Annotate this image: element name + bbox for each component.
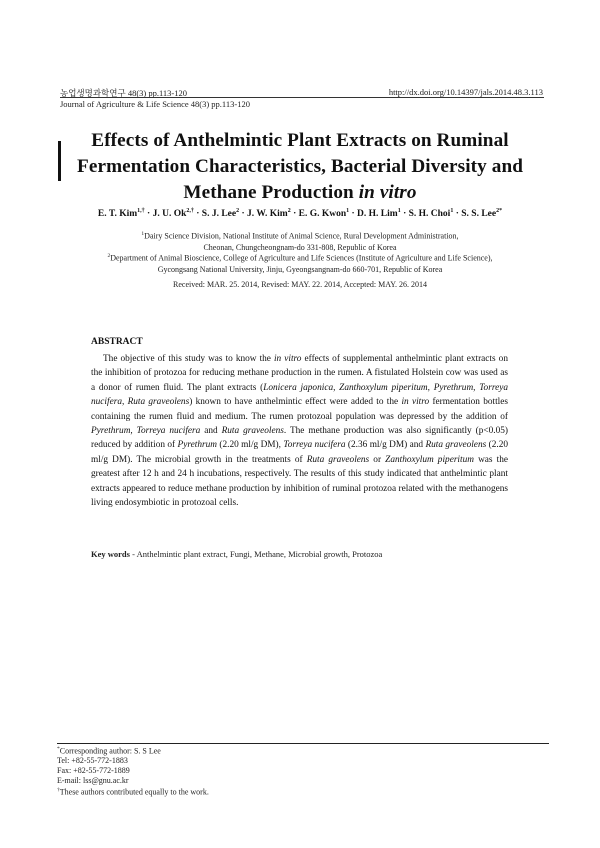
abstract-text: or: [369, 454, 386, 465]
abstract-italic: Lonicera japonica, Zanthoxylum piperitum, Pyrethrum, Torreya nucifera, Ruta graveolens: [91, 382, 508, 408]
author-affiliation-mark: 2,†: [186, 208, 194, 214]
abstract-italic: Torreya nucifera: [283, 440, 346, 451]
affiliation-1-line-2: Cheonan, Chungcheongnam-do 331-808, Republic of Korea: [203, 242, 397, 252]
paper-title: [66, 128, 534, 206]
affiliation-2-line-1: [60, 251, 540, 264]
abstract-body: [91, 352, 508, 510]
author-separator: ·: [453, 209, 462, 220]
affiliation-1: [60, 229, 540, 253]
header-divider: [60, 97, 544, 98]
email[interactable]: E-mail: lss@gnu.ac.kr: [57, 776, 129, 786]
keywords-text: - Anthelmintic plant extract, Fungi, Methane, Microbial growth, Protozoa: [129, 549, 383, 559]
author-affiliation-mark: 2: [236, 208, 240, 214]
title-line-3-italic: in vitro: [358, 182, 417, 203]
affiliation-2-line-2: Gycongsang National University, Jinju, Gyeongsangnam-do 660-701, Republic of Korea: [157, 264, 443, 274]
abstract-text: The objective of this study was to know the: [103, 354, 274, 364]
fax: Fax: +82-55-772-1889: [57, 766, 130, 776]
corresponding-mark: *: [57, 746, 60, 752]
keywords-label: Key words: [91, 549, 130, 559]
abstract-italic: Ruta graveolens: [425, 440, 487, 451]
equal-contribution-note: [57, 786, 209, 797]
author-separator: ·: [290, 209, 299, 220]
title-line-3-main: Methane Production: [183, 182, 359, 203]
title-line-1: Effects of Anthelmintic Plant Extracts on Ruminal: [91, 130, 509, 151]
affiliation-1-line-1: [60, 229, 540, 242]
submission-dates: Received: MAR. 25. 2014, Revised: MAY. 22. 2014, Accepted: MAY. 26. 2014: [173, 280, 427, 289]
author-name: S. S. Lee: [461, 209, 497, 220]
footnote-divider: [57, 743, 549, 744]
corresponding-author-text: Corresponding author: S. S Lee: [59, 746, 161, 756]
abstract-italic: in vitro: [401, 397, 430, 408]
equal-contribution-text: These authors contributed equally to the work.: [59, 787, 209, 797]
abstract-text: (2.36 ml/g DM) and: [345, 440, 426, 451]
abstract-italic: Ruta graveolens: [221, 426, 284, 437]
abstract-text: (2.20 ml/g DM). The microbial growth in the treatments of: [91, 440, 508, 465]
abstract-text: fermentation bottles containing the rumen fluid and medium. The rumen protozoal population was depressed by the addition of: [91, 397, 509, 422]
author-name: S. H. Choi: [408, 209, 451, 220]
title-line-3: [66, 180, 534, 206]
affiliation-1-mark: 1: [141, 231, 145, 237]
abstract-italic: Pyrethrum, Torreya nucifera: [91, 426, 201, 437]
abstract-text: and: [200, 426, 222, 437]
abstract-italic: Pyrethrum: [177, 440, 217, 451]
author-affiliation-mark: 2: [287, 208, 291, 214]
title-side-bar: [58, 141, 61, 181]
author-name: J. W. Kim: [247, 209, 288, 220]
running-header-left: 농업생명과학연구 48(3) pp.113-120: [60, 88, 187, 98]
journal-citation: Journal of Agriculture & Life Science 48(3) pp.113-120: [60, 99, 250, 109]
corresponding-author: [57, 745, 209, 756]
author-affiliation-mark: 1: [450, 208, 454, 214]
author-separator: ·: [400, 209, 409, 220]
doi-link[interactable]: http://dx.doi.org/10.14397/jals.2014.48.3.113: [388, 87, 543, 97]
telephone: Tel: +82-55-772-1883: [57, 756, 128, 766]
abstract-heading: ABSTRACT: [91, 337, 143, 347]
footnotes: [57, 745, 209, 797]
affiliation-2-text: Department of Animal Bioscience, College of Agriculture and Life Sciences (Institute of Agriculture and Life Science),: [110, 253, 493, 263]
author-affiliation-mark: 1,†: [137, 208, 145, 214]
abstract-text: (2.20 ml/g DM),: [216, 440, 284, 451]
affiliation-2: [60, 251, 540, 275]
author-name: S. J. Lee: [201, 209, 237, 220]
author-separator: ·: [144, 209, 153, 220]
author-separator: ·: [193, 209, 202, 220]
abstract-italic: Ruta graveolens: [306, 454, 370, 465]
keywords: [91, 549, 382, 559]
abstract-text: ) known to have anthelmintic effect were added to the: [189, 397, 402, 408]
abstract-text: was the greatest after 12 h and 24 h incubations, respectively. The results of this study indicated that anthelmintic plant extracts appeared to reduce methane production by inhibition of ruminal protozoa related with the methanogens living endosymbiotic in protozoal cells.: [91, 454, 508, 509]
author-list: [40, 208, 560, 219]
author-name: E. G. Kwon: [298, 209, 347, 220]
abstract-italic: in vitro: [273, 354, 302, 364]
author-affiliation-mark: 1: [346, 208, 350, 214]
author-affiliation-mark: 1: [397, 208, 401, 214]
abstract-text: effects of supplemental anthelmintic plant extracts on the inhibition of protozoa for reducing methane production in the rumen. A fistulated Holstein cow was used as a donor of rumen fluid. The plant extracts (: [91, 354, 508, 393]
author-name: D. H. Lim: [357, 209, 398, 220]
author-name: E. T. Kim: [97, 209, 138, 220]
abstract-text: . The methane production was also significantly (p<0.05) reduced by addition of: [91, 426, 508, 451]
affiliation-2-mark: 2: [107, 253, 111, 259]
title-line-2: Fermentation Characteristics, Bacterial Diversity and: [77, 156, 523, 177]
equal-contribution-mark: †: [57, 786, 60, 793]
author-separator: ·: [349, 209, 358, 220]
abstract-italic: Zanthoxylum piperitum: [385, 454, 474, 465]
affiliation-1-text: Dairy Science Division, National Institute of Animal Science, Rural Development Administration,: [144, 231, 459, 241]
author-affiliation-mark: 2*: [496, 208, 503, 214]
author-separator: ·: [239, 209, 248, 220]
author-name: J. U. Ok: [152, 209, 187, 220]
